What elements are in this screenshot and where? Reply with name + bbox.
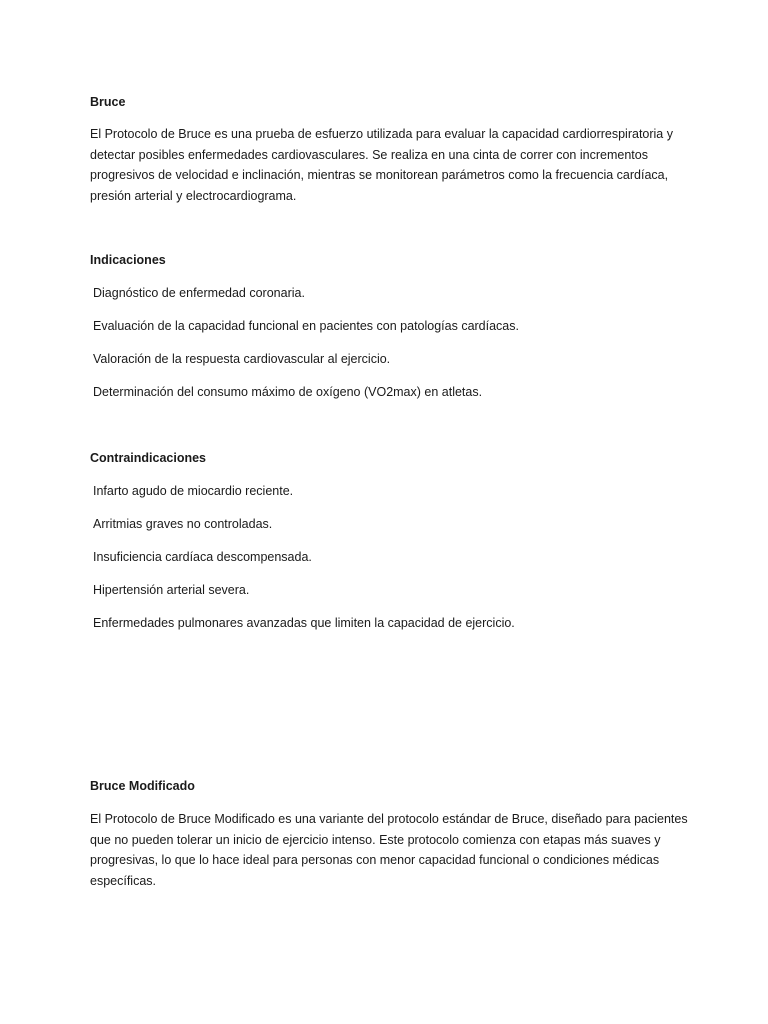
bruce-modificado-paragraph: El Protocolo de Bruce Modificado es una variante del protocolo estándar de Bruce, diseñado para pacientes que no pueden tolerar un inicio de ejercicio intenso. Este protocolo comienza con etapas más suaves y progresivas, lo que lo hace ideal para personas con menor capacidad funcional o condiciones médicas específicas.: [90, 812, 688, 888]
list-item: Determinación del consumo máximo de oxígeno (VO2max) en atletas.: [93, 385, 483, 399]
list-item: Evaluación de la capacidad funcional en pacientes con patologías cardíacas.: [93, 319, 519, 333]
bruce-paragraph: El Protocolo de Bruce es una prueba de esfuerzo utilizada para evaluar la capacidad cardiorrespiratoria y detectar posibles enfermedades cardiovasculares. Se realiza en una cinta de correr con incrementos progresivos de velocidad e inclinación, mientras se monitorean parámetros como la frecuencia cardíaca, presión arterial y electrocardiograma.: [90, 127, 673, 203]
bruce-modificado-paragraph-container: [90, 809, 690, 891]
section-bruce: [90, 94, 690, 111]
list-item: Diagnóstico de enfermedad coronaria.: [93, 286, 305, 300]
section-contraindicaciones: [90, 450, 690, 467]
list-item: Hipertensión arterial severa.: [93, 583, 250, 597]
list-item: Valoración de la respuesta cardiovascular al ejercicio.: [93, 352, 391, 366]
list-item: Infarto agudo de miocardio reciente.: [93, 484, 294, 498]
list-item: Insuficiencia cardíaca descompensada.: [93, 550, 312, 564]
section-title-indicaciones: Indicaciones: [90, 253, 166, 267]
section-indicaciones: [90, 252, 690, 269]
contraindicaciones-list: [93, 483, 693, 648]
section-title-bruce-modificado: Bruce Modificado: [90, 779, 195, 793]
bruce-paragraph-container: [90, 124, 690, 206]
indicaciones-list: [93, 285, 693, 417]
section-title-contraindicaciones: Contraindicaciones: [90, 451, 206, 465]
section-title-bruce: Bruce: [90, 95, 126, 109]
section-bruce-modificado: [90, 778, 690, 795]
list-item: Enfermedades pulmonares avanzadas que limiten la capacidad de ejercicio.: [93, 616, 515, 630]
list-item: Arritmias graves no controladas.: [93, 517, 273, 531]
